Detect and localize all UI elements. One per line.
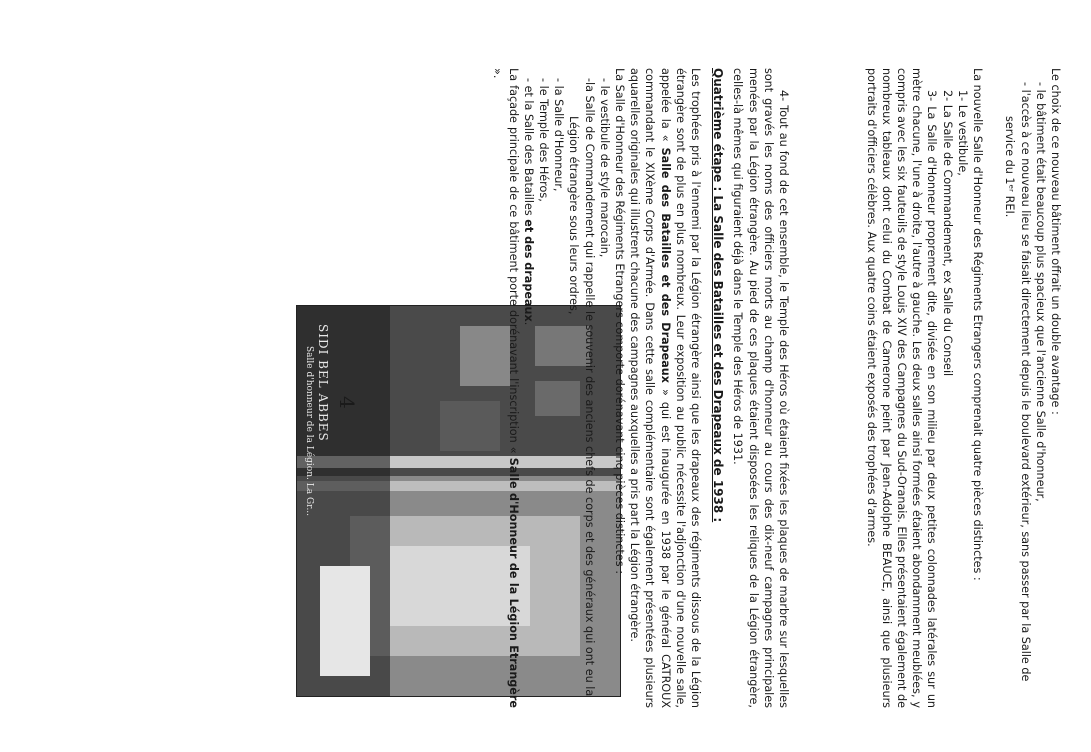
room-item: 1- Le vestibule, [955, 90, 969, 176]
text-run: La façade principale de ce bâtiment porte dorénavant l'inscription « [506, 68, 520, 458]
room-item: 2- La Salle de Commandement, ex Salle du Conseil [940, 90, 954, 377]
section-heading: Quatrième étape : La Salle des Batailles et des Drapeaux de 1938 : [711, 68, 725, 523]
intro-section [1002, 68, 1063, 708]
text-run: - et la Salle des Batailles [521, 78, 535, 220]
text-run: . [521, 321, 535, 326]
bold-run: Salle d'Honneur de la Légion Etrangère [506, 457, 520, 708]
text-run: ». [491, 68, 505, 79]
section4-closing [490, 68, 520, 708]
section4-body [490, 68, 703, 708]
list-item: - le vestibule de style marocain, [597, 78, 611, 258]
temple-paragraph [730, 68, 791, 708]
text-run: » qui est inaugurée en 1938 par le général CATROUX commandant le XIXème Corps d'Armée. Dans cette salle complémentaire sont également présentées plusieurs aquarelles originales qui illustrent chacune des campagnes auxquelles a pris part la Légion étrangère. [628, 68, 672, 708]
rooms-section [863, 68, 985, 708]
intro-bullet-cont: service du 1ᵉʳ REI. [1003, 116, 1017, 218]
bold-run: Salle des Batailles et des Drapeaux [658, 147, 672, 383]
list-item [521, 68, 536, 708]
bold-run: et des drapeaux [521, 219, 535, 322]
list-item: - le Temple des Héros, [536, 78, 550, 202]
list-item: -la Salle de Commandement qui rappelle le souvenir des anciens chefs de corps et des généraux qui ont eu la [582, 78, 596, 697]
photo-caption-title: SIDI BEL ABBES [316, 324, 330, 442]
section4-lead: La Salle d'Honneur des Régiments Etrangers comporte dorénavant cinq pièces distinctes : [612, 68, 626, 574]
rooms-lead: La nouvelle Salle d'Honneur des Régiments Etrangers comprenait quatre pièces distinctes : [971, 68, 984, 581]
section4-paragraph [627, 68, 703, 708]
intro-bullet: - le bâtiment était beaucoup plus spacieux que l'ancienne Salle d'honneur, [1033, 82, 1047, 502]
intro-line: Le choix de ce nouveau bâtiment offrait un double avantage : [1049, 68, 1062, 415]
room-item: 3- La Salle d'Honneur proprement dite, divisée en son milieu par deux petites colonnades latérales sur un mètre chacune, l'une à droite, l'autre à gauche. Les deux salles ainsi formées étaient abondamment meublées, y compris avec les six fauteuils de style Louis XIV des Campagnes du Sud-Oranais. Elles présentaient également de nombreux tableaux dont celui du Combat de Camerone peint par Jean-Adolphe BEAUCE, ainsi que plusieurs portraits d'officiers célèbres. Aux quatre coins étaient exposés des trophées d'armes. [864, 68, 939, 708]
room-item: 4- Tout au fond de cet ensemble, le Temple des Héros où étaient fixées les plaques de marbre sur lesquelles sont gravés les noms des officiers morts au champ d'honneur au cours des dix-neuf campagnes principales menées par la Légion étrangère. Au pied de ces plaques étaient disposées les reliques de la Légion étrangère, celles-là mêmes qui figuraient déjà dans le Temple des Héros de 1931. [731, 68, 790, 708]
list-item: - la Salle d'Honneur, [552, 78, 566, 192]
photo-caption-subtitle: Salle d'honneur de la Légion. La Gr... [304, 346, 314, 517]
page-number: 4 [335, 396, 359, 409]
intro-bullet: - l'accès à ce nouveau lieu se faisait directement depuis le boulevard extérieur, sans passer par la Salle de [1018, 82, 1032, 682]
text-run: Les trophées pris à l'ennemi par la Légion étrangère ainsi que les drapeaux des régiments dissous de la Légion étrangère sont de plus en plus nombreux. Leur exposition au public nécessite l'adjonction d'une nouvelle salle, appelée la « [658, 68, 702, 708]
list-item-cont: Légion étrangère sous leurs ordres, [567, 116, 581, 315]
